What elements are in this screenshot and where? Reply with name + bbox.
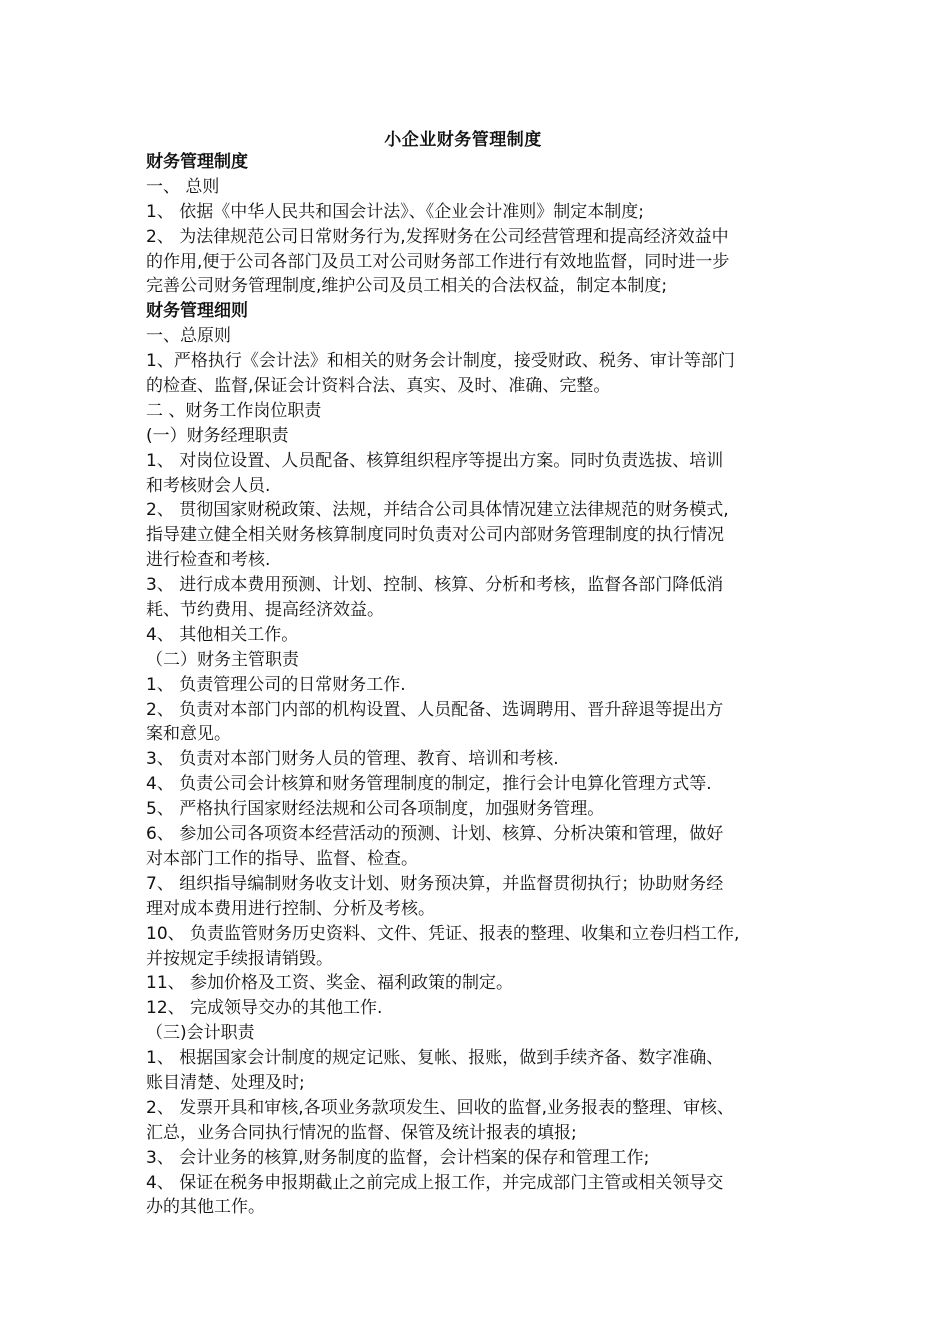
paragraph-line: 耗、节约费用、提高经济效益。 bbox=[146, 600, 384, 621]
paragraph-line: 2、 负责对本部门内部的机构设置、人员配备、选调聘用、晋升辞退等提出方 bbox=[146, 699, 724, 720]
paragraph-line: 6、 参加公司各项资本经营活动的预测、计划、核算、分析决策和管理，做好 bbox=[146, 824, 724, 845]
paragraph-line: 2、 贯彻国家财税政策、法规，并结合公司具体情况建立法律规范的财务模式, bbox=[146, 500, 729, 521]
paragraph-line: 2、 发票开具和审核,各项业务款项发生、回收的监督,业务报表的整理、审核、 bbox=[146, 1097, 735, 1118]
paragraph-line: 4、 负责公司会计核算和财务管理制度的制定，推行会计电算化管理方式等. bbox=[146, 774, 712, 795]
paragraph-line: 7、 组织指导编制财务收支计划、财务预决算，并监督贯彻执行；协助财务经 bbox=[146, 873, 724, 894]
paragraph-line: 汇总，业务合同执行情况的监督、保管及统计报表的填报; bbox=[146, 1122, 577, 1143]
paragraph-line: 完善公司财务管理制度,维护公司及员工相关的合法权益，制定本制度; bbox=[146, 276, 668, 297]
paragraph-line: 案和意见。 bbox=[146, 724, 231, 745]
paragraph-line: 3、 负责对本部门财务人员的管理、教育、培训和考核. bbox=[146, 749, 559, 770]
paragraph-line: 一、总原则 bbox=[146, 326, 231, 347]
paragraph-line: 办的其他工作。 bbox=[146, 1197, 265, 1218]
paragraph-line: 11、 参加价格及工资、奖金、福利政策的制定。 bbox=[146, 973, 514, 994]
document-title-row bbox=[0, 125, 950, 150]
paragraph-line: 5、 严格执行国家财经法规和公司各项制度，加强财务管理。 bbox=[146, 799, 605, 820]
paragraph-line: 和考核财会人员. bbox=[146, 475, 271, 496]
paragraph-line: 4、 保证在税务申报期截止之前完成上报工作，并完成部门主管或相关领导交 bbox=[146, 1172, 724, 1193]
paragraph-line: 2、 为法律规范公司日常财务行为,发挥财务在公司经营管理和提高经济效益中 bbox=[146, 226, 729, 247]
paragraph-line: 1、 负责管理公司的日常财务工作. bbox=[146, 674, 406, 695]
paragraph-line: 3、 会计业务的核算,财务制度的监督，会计档案的保存和管理工作; bbox=[146, 1147, 650, 1168]
paragraph-line: 的检查、监督,保证会计资料合法、真实、及时、准确、完整。 bbox=[146, 376, 611, 397]
paragraph-line: 1、 根据国家会计制度的规定记账、复帐、报账，做到手续齐备、数字准确、 bbox=[146, 1048, 724, 1069]
paragraph-line: 理对成本费用进行控制、分析及考核。 bbox=[146, 898, 435, 919]
paragraph-line: 一、 总则 bbox=[146, 176, 220, 197]
paragraph-line: 12、 完成领导交办的其他工作. bbox=[146, 998, 383, 1019]
paragraph-line: 3、 进行成本费用预测、计划、控制、核算、分析和考核，监督各部门降低消 bbox=[146, 575, 724, 596]
document-title: 小企业财务管理制度 bbox=[384, 130, 542, 150]
paragraph-line: 对本部门工作的指导、监督、检查。 bbox=[146, 848, 418, 869]
paragraph-line: 10、 负责监管财务历史资料、文件、凭证、报表的整理、收集和立卷归档工作, bbox=[146, 923, 740, 944]
paragraph-line: 进行检查和考核. bbox=[146, 550, 271, 571]
paragraph-line: 1、 对岗位设置、人员配备、核算组织程序等提出方案。同时负责选拔、培训 bbox=[146, 450, 724, 471]
section-heading: 财务管理细则 bbox=[146, 301, 248, 322]
paragraph-line: （三)会计职责 bbox=[146, 1023, 255, 1044]
section-heading: 财务管理制度 bbox=[146, 152, 248, 172]
paragraph-line: 的作用,便于公司各部门及员工对公司财务部工作进行有效地监督，同时进一步 bbox=[146, 251, 730, 272]
document-body bbox=[146, 150, 816, 1220]
paragraph-line: 4、 其他相关工作。 bbox=[146, 624, 299, 645]
paragraph-line: 指导建立健全相关财务核算制度同时负责对公司内部财务管理制度的执行情况 bbox=[146, 525, 724, 546]
paragraph-line: 并按规定手续报请销毁。 bbox=[146, 948, 333, 969]
paragraph-line: 1、 依据《中华人民共和国会计法》、《企业会计准则》制定本制度; bbox=[146, 201, 644, 222]
paragraph-line: 1、严格执行《会计法》和相关的财务会计制度，接受财政、税务、审计等部门 bbox=[146, 351, 735, 372]
paragraph-line: （二）财务主管职责 bbox=[146, 649, 299, 670]
paragraph-line: 二 、财务工作岗位职责 bbox=[146, 400, 322, 421]
paragraph-line: (一）财务经理职责 bbox=[146, 425, 289, 446]
paragraph-line: 账目清楚、处理及时; bbox=[146, 1072, 305, 1093]
